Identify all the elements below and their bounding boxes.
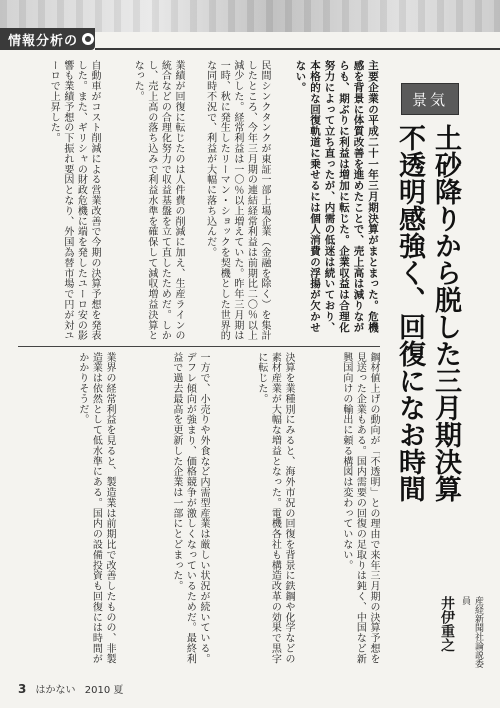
- page-number: 3: [18, 682, 27, 696]
- body-column-4: 鋼材値上げの動向が「不透明」との理由で来年三月期の決算予想を見送った企業もある。国内需要の回復の足取りは鈍く、中国など新興国向けの輸出に頼る構図は変わっていない。: [340, 352, 379, 664]
- body-column-3: 自動車がコスト削減による営業改善で今期の決算予想を発表した。また、ギリシャの財政危機に端を発したユーロ安の影響も業績予想の下振れ要因となり、外国為替市場で円が対ユーロで上昇した。: [48, 60, 100, 341]
- body-column-2: 業績が回復に転じたのは人件費の削減に加え、生産ラインの統合などの合理化努力で収益基盤を立て直したためだ。しかし、売上高の落ち込みで利益水準を確保して減収増益決算となった。: [132, 60, 184, 341]
- headline-line-1: 土砂降りから脱した三月期決算: [430, 124, 461, 502]
- magazine-name: はかない: [35, 685, 76, 696]
- body-column-5: 決算を業種別にみると、海外市況の回復を背景に鉄鋼や化学などの素材産業が大幅な増益となった。電機各社も構造改革の効果で黒字に転じた。: [255, 352, 294, 664]
- body-column-7: 業界の経常利益を見ると、製造業は前期比で改善したものの、非製造業は依然として低水準にある。国内の設備投資も回復には時間がかかりそうだ。: [76, 352, 115, 664]
- section-marker-icon: [82, 33, 94, 45]
- body-column-6: 一方で、小売りや外食など内需型産業は厳しい状況が続いている。デフレ傾向が強まり、価格競争が激しくなっているためだ。最終利益で過去最高を更新した企業は一部にとどまった。: [170, 352, 209, 664]
- section-tab: [0, 28, 95, 50]
- page-footer: [18, 681, 123, 696]
- headline-line-2: 不透明感強く、回復になお時間: [394, 124, 425, 502]
- issue-label: 2010 夏: [84, 685, 124, 696]
- category-badge-label: 景気: [411, 90, 448, 109]
- tier-divider: [18, 346, 380, 347]
- lead-paragraph: 主要企業の平成二十一年三月期決算がまとまった。危機感を背景に体質改善を進めたことで、売上高は減りながらも、期ぶりに利益は増加に転じた。企業収益は合理化努力によって立ち直ったが、内需の低迷は続いており、本格的な回復軌道に乗せるには個人消費の浮揚が欠かせない。: [294, 60, 379, 333]
- byline-name: 井伊重之: [439, 596, 455, 652]
- section-label: 情報分析の: [8, 33, 79, 49]
- category-badge: [401, 83, 459, 115]
- header-rule: [95, 48, 500, 50]
- body-column-1: 民間シンクタンクが東証一部上場企業（金融を除く）を集計したところ、今年三月期の連結経常利益は前期比二〇％以上減少した。経常利益は一〇％以上増えていた。昨年三月期は一時、秋に発生したリーマン・ショックを契機とした世界的な同時不況で、利益が大幅に落ち込んだ。: [204, 60, 270, 341]
- byline-affiliation: 産経新聞社論説委員: [460, 596, 483, 668]
